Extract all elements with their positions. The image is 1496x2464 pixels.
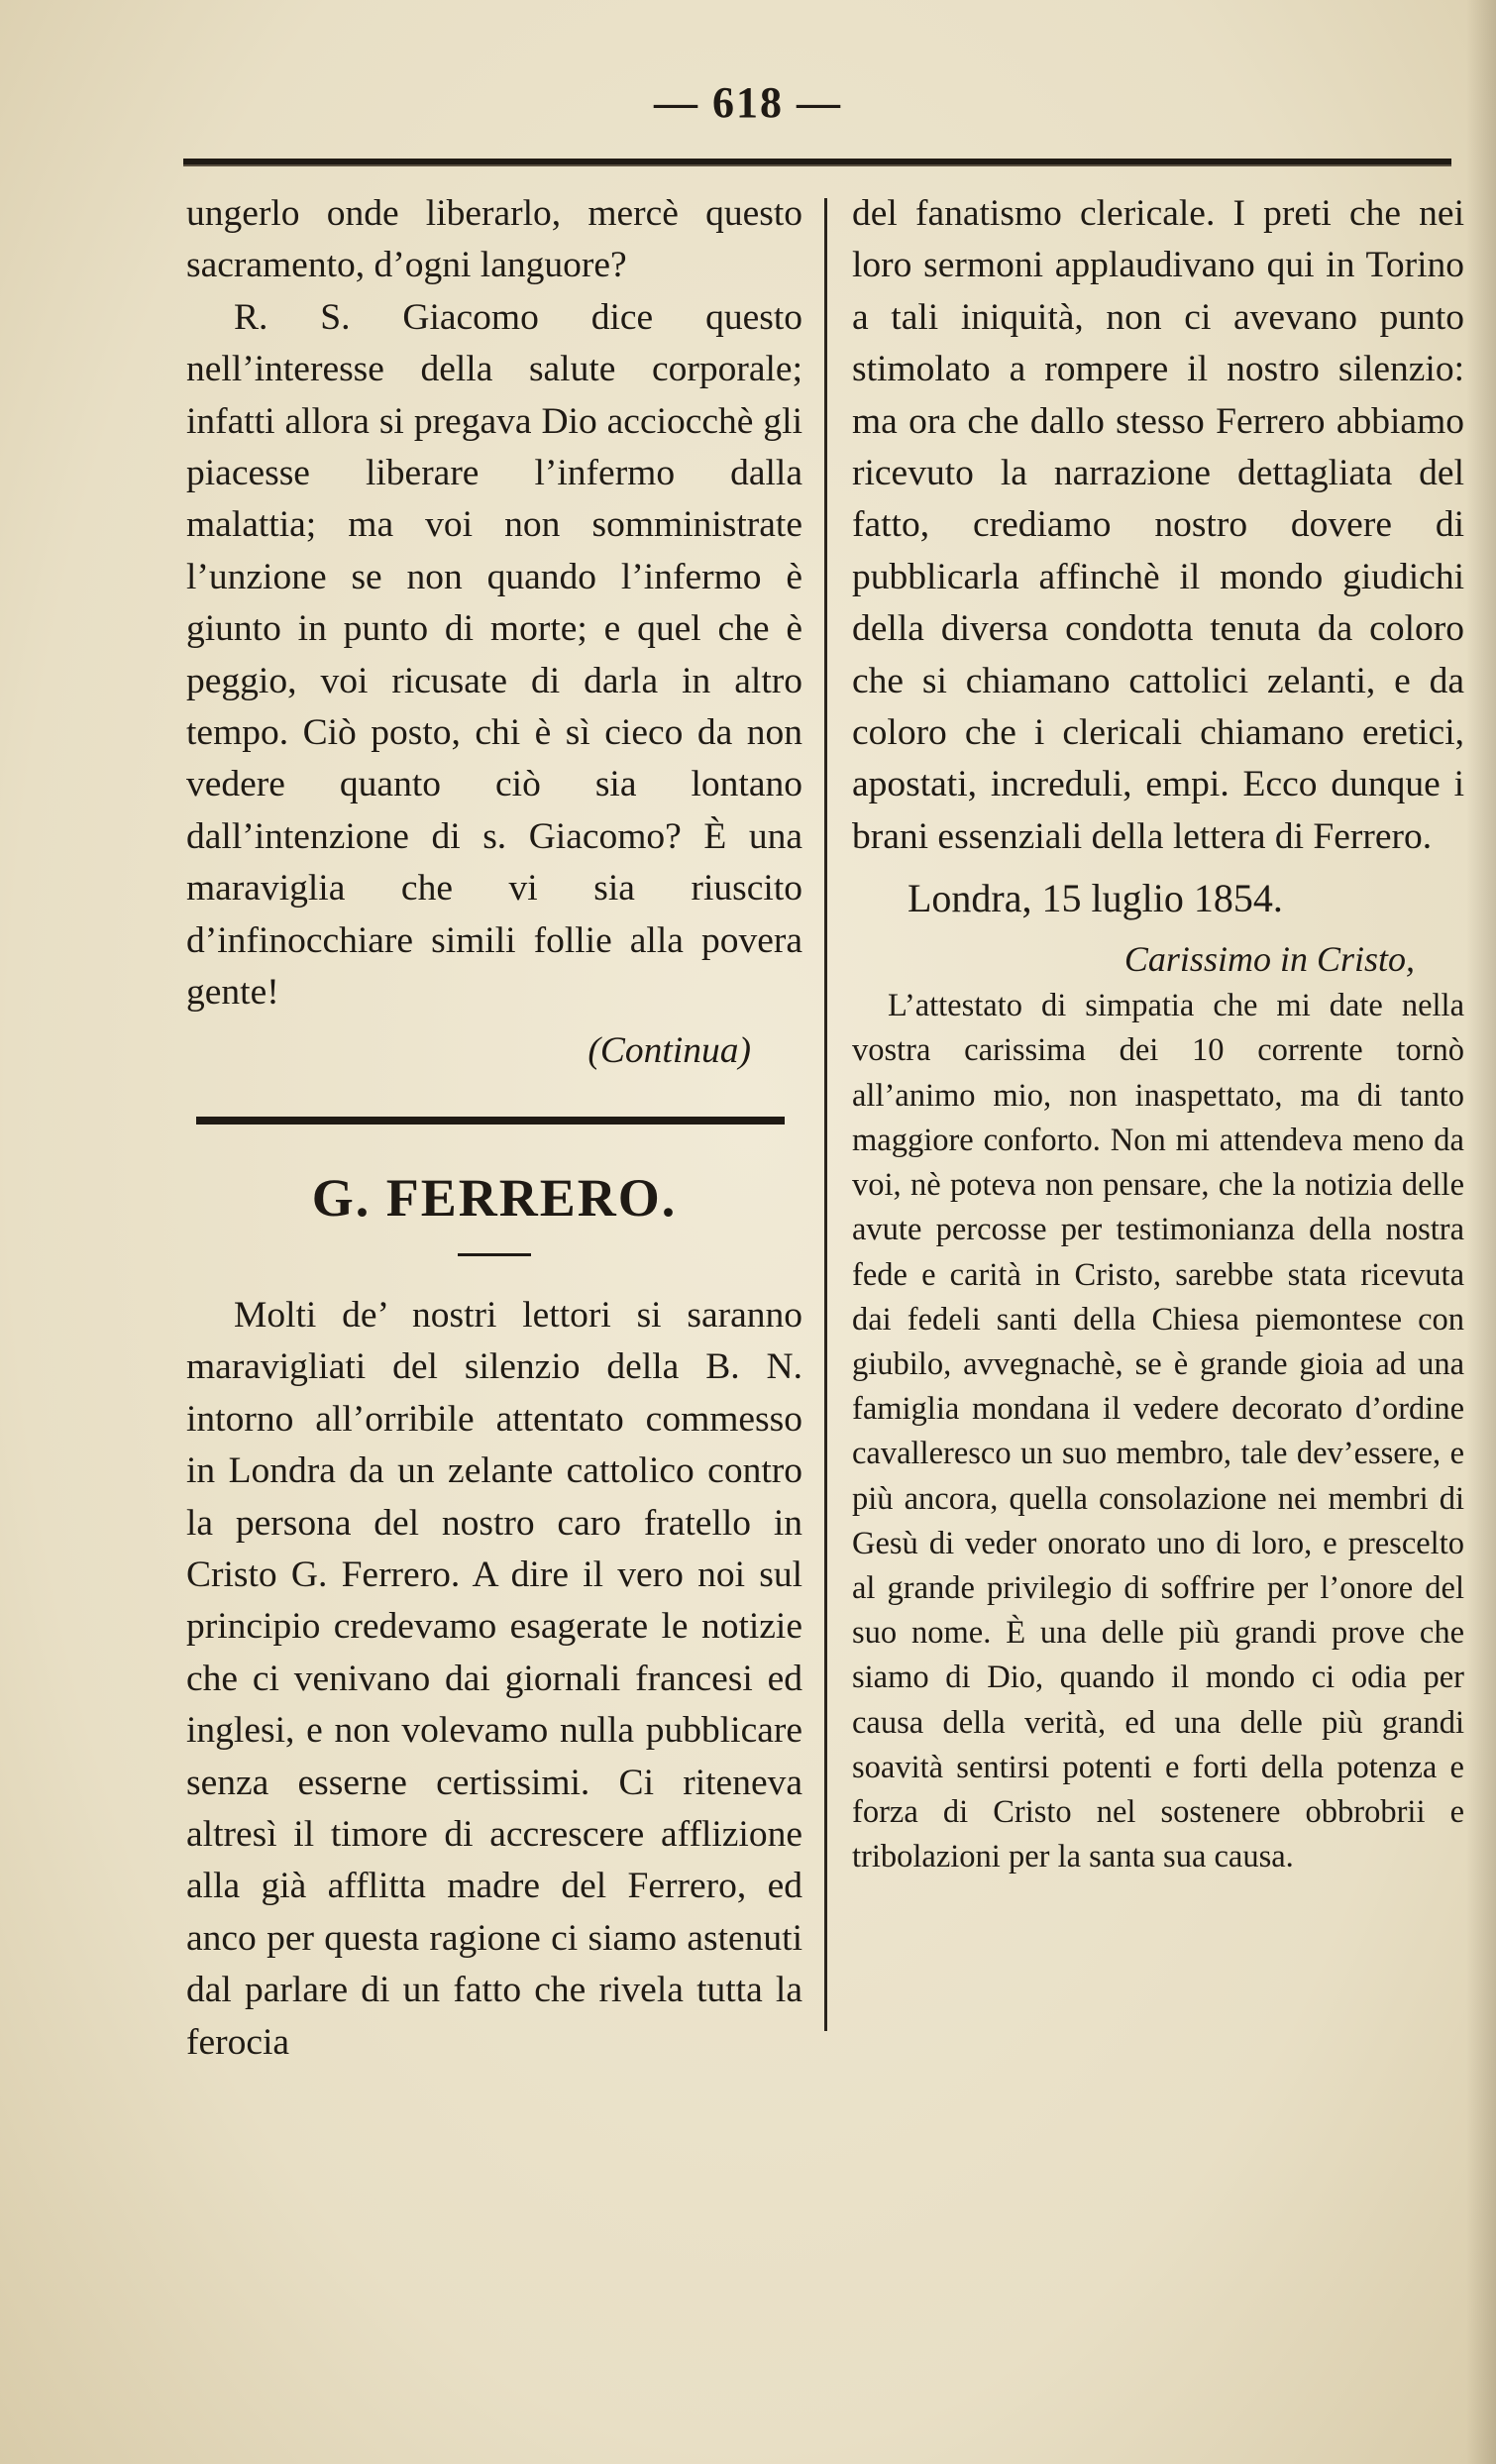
right-paragraph-1: del fanatismo clericale. I preti che nei loro sermoni applaudivano qui in Torino a tali iniquità, non ci avevano punto stimolato a rompere il nostro silenzio: ma ora che dallo stesso Ferrero abbiamo ricevuto la narrazione dettagliata del fatto, crediamo nostro dovere di pubblicarla affinchè il mondo giudichi della diversa condotta tenuta da coloro che si chiamano cattolici zelanti, e da coloro che i clericali chiamano eretici, apostati, increduli, empi. Ecco dunque i brani essenziali della lettera di Ferrero. <box>852 193 1464 857</box>
column-divider <box>824 198 827 2031</box>
letter-body <box>852 984 1464 1879</box>
title-underline <box>458 1253 531 1256</box>
left-paragraph-2: R. S. Giacomo dice questo nell’interesse della salute corporale; infatti allora si pregava Dio acciocchè gli piacesse liberare l’infermo dalla malattia; ma voi non somministrate l’unzione se non quando l’infermo è giunto in punto di morte; e quel che è peggio, voi ricusate di darla in altro tempo. Ciò posto, chi è sì cieco da non vedere quanto ciò sia lontano dall’intenzione di s. Giacomo? È una maraviglia che vi sia riuscito d’infinocchiare simili follie alla povera gente! <box>186 296 802 1014</box>
header-rule <box>183 159 1451 166</box>
left-paragraph-1: ungerlo onde liberarlo, mercè questo sacramento, d’ogni languore? <box>186 193 802 286</box>
letter-dateline: Londra, 15 luglio 1854. <box>908 876 1283 921</box>
section-title: G. FERRERO. <box>311 1167 678 1228</box>
left-paragraph-3: Molti de’ nostri lettori si saranno maravigliati del silenzio della B. N. intorno all’orribile attentato commesso in Londra da un zelante cattolico contro la persona del nostro caro fratello in Cristo G. Ferrero. A dire il vero noi sul principio credevamo esagerate le notizie che ci venivano dai giornali francesi ed inglesi, e non volevamo nulla pubblicare senza esserne certissimi. Ci riteneva altresì il timore di accrescere afflizione alla già afflitta madre del Ferrero, ed anco per questa ragione ci siamo astenuti dal parlare di un fatto che rivela tutta la ferocia <box>186 1294 802 2063</box>
left-column <box>186 188 802 2069</box>
page-number: — 618 — <box>654 78 842 127</box>
section-rule <box>196 1117 785 1125</box>
letter-salutation: Carissimo in Cristo, <box>1123 939 1415 980</box>
right-column <box>852 188 1464 1879</box>
letter-paragraph: L’attestato di simpatia che mi date nella vostra carissima dei 10 corrente tornò all’animo mio, non inaspettato, ma di tanto maggiore conforto. Non mi attendeva meno da voi, nè poteva non pensare, che la notizia delle avute percosse per testimonianza della nostra fede e carità in Cristo, sarebbe stata ricevuta dai fedeli santi della Chiesa piemontese con giubilo, avvegnachè, se è grande gioia ad una famiglia mondana il vedere decorato d’ordine cavalleresco un suo membro, tale dev’essere, e più ancora, quella consolazione nei membri di Gesù di veder onorato uno di loro, e prescelto al grande privilegio di soffrire per l’onore del suo nome. È una delle più grandi prove che siamo di Dio, quando il mondo ci odia per causa della verità, ed una delle più grandi soavità sentirsi potenti e forti della potenza e forza di Cristo nel sostenere obbrobrii e tribolazioni per la santa sua causa. <box>852 988 1464 1875</box>
scan-edge-shadow <box>1466 0 1496 2464</box>
continua-note: (Continua) <box>588 1029 751 1071</box>
